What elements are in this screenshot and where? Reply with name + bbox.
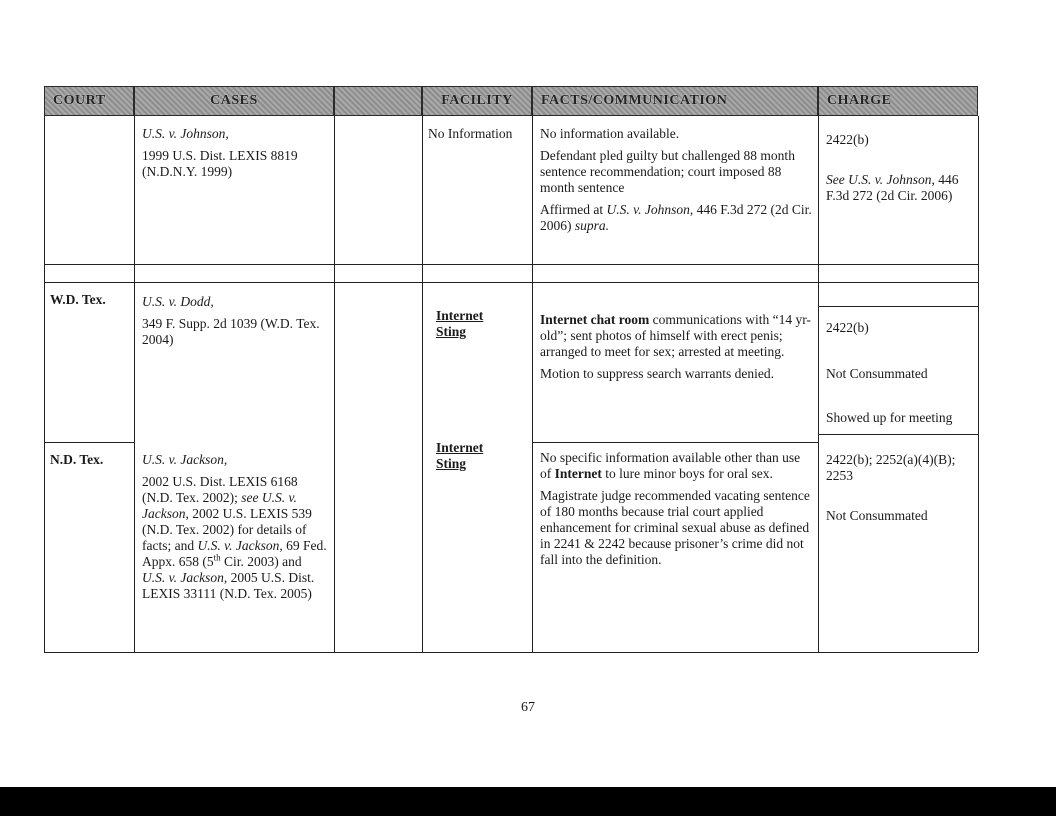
grid-line — [44, 116, 45, 652]
header-cases: CASES — [134, 86, 334, 116]
grid-line — [532, 116, 533, 652]
charge-text: Not Consummated — [826, 366, 928, 381]
grid-line — [532, 442, 818, 443]
row1-charge — [826, 132, 974, 210]
facts-text: Defendant pled guilty but challenged 88 month sentence recommendation; court imposed 88 month sentence — [540, 148, 795, 195]
facts-text: Motion to suppress search warrants denied. — [540, 366, 774, 381]
header-charge: CHARGE — [818, 86, 978, 116]
charge-text: 2422(b) — [826, 132, 869, 147]
row2-facility: Internet Sting — [436, 308, 484, 339]
grid-line — [978, 116, 979, 652]
case-name: U.S. v. Johnson, — [142, 126, 229, 141]
header-facts: FACTS/COMMUNICATION — [532, 86, 818, 116]
facts-text: No information available. — [540, 126, 680, 141]
facts-text: No specific information available other than use of Internet to lure minor boys for oral sex. — [540, 450, 801, 481]
header-court: COURT — [44, 86, 134, 116]
row2-facts — [540, 312, 812, 388]
row2-cases — [142, 294, 322, 354]
charge-text: Showed up for meeting — [826, 410, 953, 425]
grid-line — [818, 434, 978, 435]
grid-line — [44, 282, 978, 283]
grid-line — [44, 442, 134, 443]
row1-cases — [142, 126, 322, 186]
case-name: U.S. v. Dodd, — [142, 294, 214, 309]
row1-facility: No Information — [428, 126, 513, 141]
grid-line — [422, 116, 423, 652]
row2-court: W.D. Tex. — [50, 292, 106, 307]
case-table — [44, 86, 978, 652]
facts-text: Affirmed at U.S. v. Johnson, 446 F.3d 272 (2d Cir. 2006) supra. — [540, 202, 812, 233]
grid-line — [44, 264, 978, 265]
scan-border — [0, 787, 1056, 816]
charge-text: 2422(b); 2252(a)(4)(B); 2253 — [826, 452, 956, 483]
row3-charge — [826, 452, 974, 530]
case-name: U.S. v. Jackson, — [142, 452, 228, 467]
row3-facts — [540, 450, 812, 574]
row2-charge — [826, 320, 974, 432]
case-citation: 1999 U.S. Dist. LEXIS 8819 (N.D.N.Y. 1999) — [142, 148, 298, 179]
facts-text: Internet chat room communications with “14 yr-old”; sent photos of himself with erect penis; arranged to meet for sex; arrested at meeting. — [540, 312, 811, 359]
charge-text: Not Consummated — [826, 508, 928, 523]
grid-line — [134, 116, 135, 652]
row3-facility: Internet Sting — [436, 440, 484, 471]
facts-text: Magistrate judge recommended vacating sentence of 180 months because trial court applied enhancement for criminal sexual abuse as defined in 2241 & 2242 because prisoner’s crime did not fall into the definition. — [540, 488, 810, 567]
grid-line — [334, 116, 335, 652]
grid-line — [44, 652, 978, 653]
page-number: 67 — [521, 700, 535, 715]
header-facility: FACILITY — [422, 86, 532, 116]
row3-cases — [142, 452, 328, 608]
case-citation: 2002 U.S. Dist. LEXIS 6168 (N.D. Tex. 2002); see U.S. v. Jackson, 2002 U.S. LEXIS 539 (N.D. Tex. 2002) for details of facts; and U.S. v. Jackson, 69 Fed. Appx. 658 (5th Cir. 2003) and U.S. v. Jackson, 2005 U.S. Dist. LEXIS 33111 (N.D. Tex. 2005) — [142, 474, 327, 601]
charge-text: 2422(b) — [826, 320, 869, 335]
charge-text: See U.S. v. Johnson, 446 F.3d 272 (2d Cir. 2006) — [826, 172, 959, 203]
row3-court: N.D. Tex. — [50, 452, 104, 467]
grid-line — [818, 116, 819, 652]
grid-line — [818, 306, 978, 307]
row1-facts — [540, 126, 812, 240]
header-cases-blank — [334, 86, 422, 116]
case-citation: 349 F. Supp. 2d 1039 (W.D. Tex. 2004) — [142, 316, 320, 347]
